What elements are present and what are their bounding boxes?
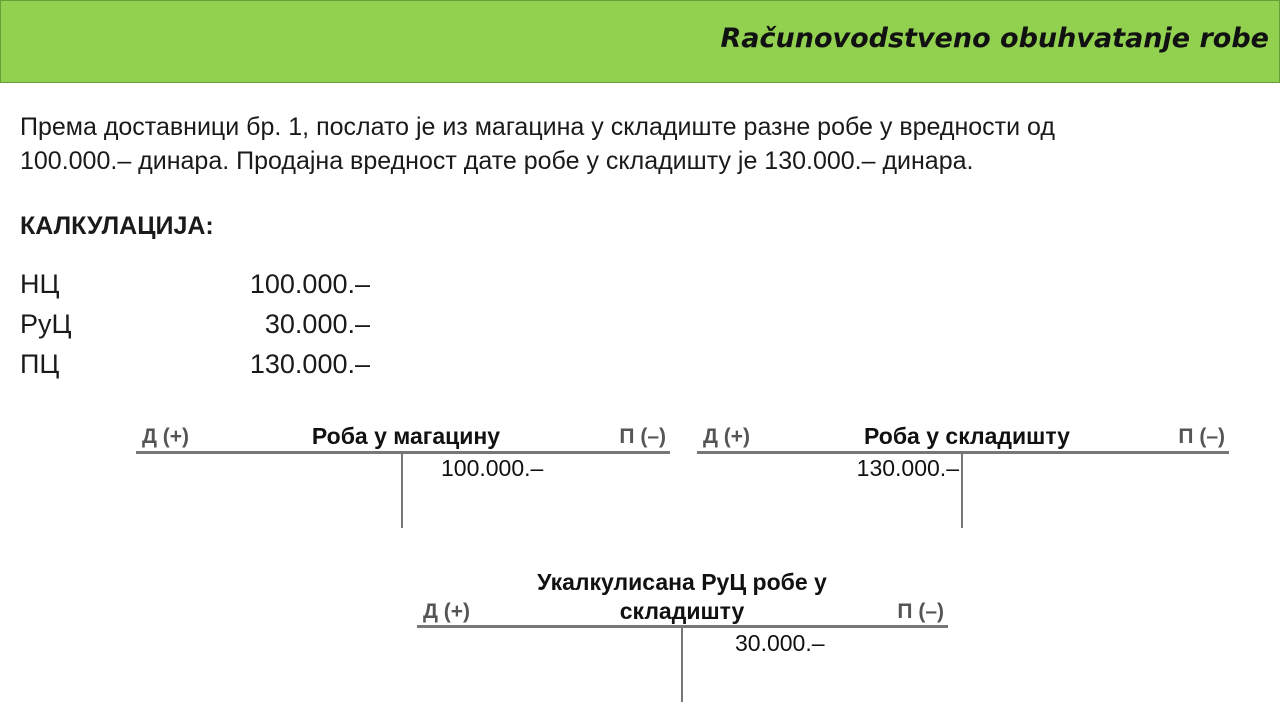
calculation-value: 130.000.– [249,349,370,379]
credit-amount: 30.000.– [735,630,825,656]
calculation-label: НЦ [20,269,60,299]
debit-label: Д (+) [142,425,190,448]
debit-amount: 130.000.– [856,455,959,481]
debit-label: Д (+) [703,425,751,448]
account-title-line-2: складишту [619,598,745,624]
slide-title: Računovodstveno obuhvatanje robe [720,23,1269,54]
calculation-value: 100.000.– [249,269,370,299]
account-title-line-1: Укалкулисана РуЦ робе у [537,569,827,595]
t-account-vertical-line [961,453,963,528]
intro-line-2: 100.000.– динара. Продајна вредност дате робе у складишту је 130.000.– динара. [20,147,974,175]
credit-label: П (–) [1178,425,1225,448]
credit-label: П (–) [897,600,944,623]
t-account-horizontal-line [697,451,1229,454]
header-bar [0,0,1280,83]
calculation-label: РуЦ [20,309,72,339]
t-account-roba-u-magacinu [136,420,670,530]
intro-text [20,110,1250,178]
calculation-row-pc [20,349,370,383]
calculation-label: ПЦ [20,349,60,379]
t-account-roba-u-skladistu [697,420,1229,530]
credit-amount: 100.000.– [441,455,544,481]
t-account-vertical-line [401,453,403,528]
account-title: Роба у магацину [311,423,501,449]
t-account-horizontal-line [136,451,670,454]
account-title: Роба у складишту [864,423,1070,449]
t-account-vertical-line [681,627,683,702]
debit-label: Д (+) [423,600,471,623]
intro-line-1: Према доставници бр. 1, послато је из магацина у складиште разне робе у вредности од [20,113,1055,141]
calculation-row-ruc [20,309,370,343]
calculation-value: 30.000.– [264,309,370,339]
calculation-row-nc [20,269,370,303]
calculation-title: КАЛКУЛАЦИЈА: [20,212,214,240]
t-account-ukalkulisana-ruc [417,566,948,704]
credit-label: П (–) [619,425,666,448]
